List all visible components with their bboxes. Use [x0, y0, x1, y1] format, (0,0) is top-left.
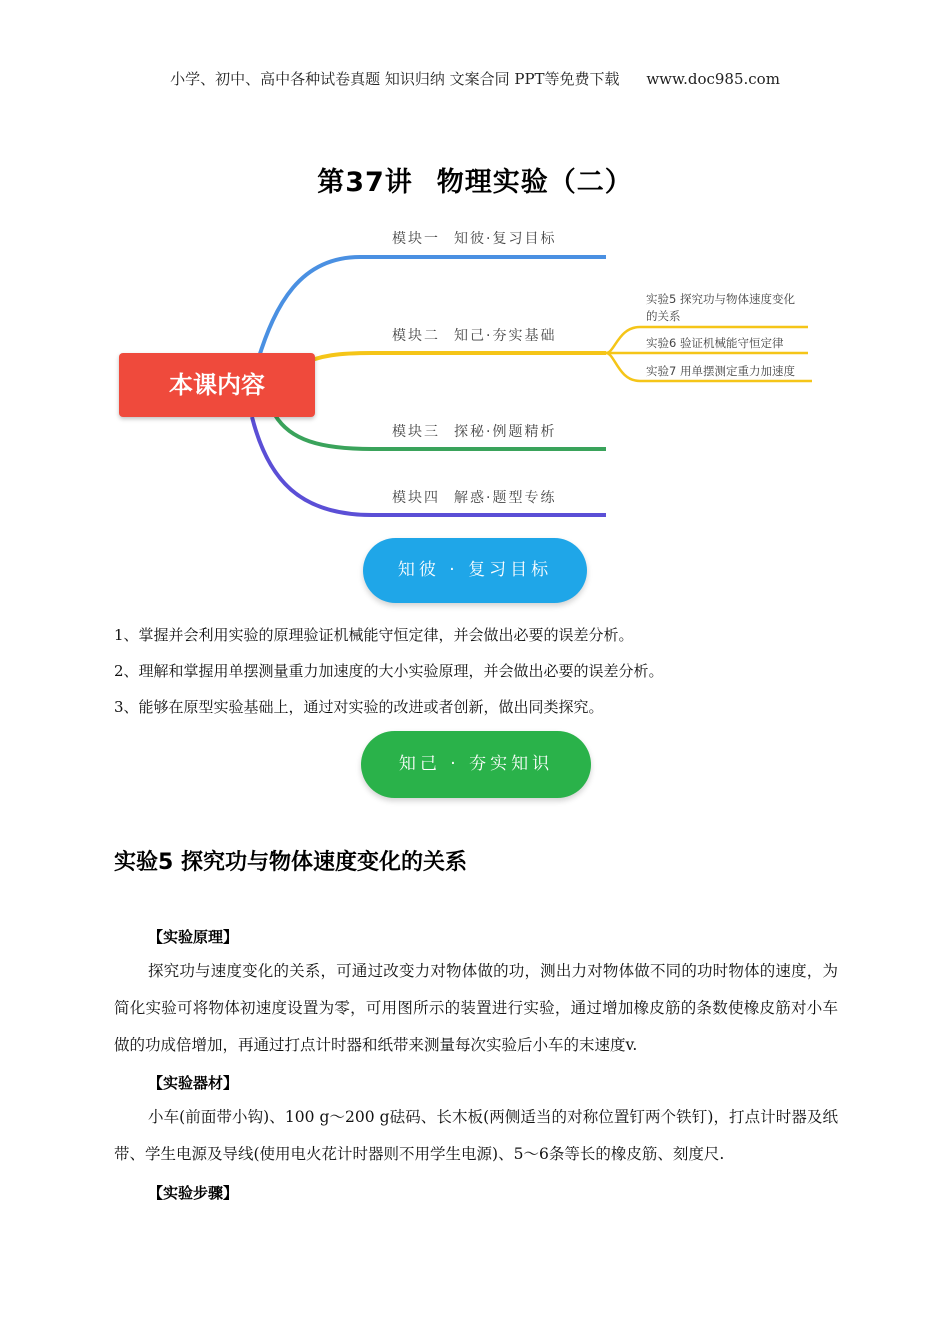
header-site[interactable]: www.doc985.com: [646, 70, 780, 88]
module-4-label: 模块四 解惑·题型专练: [392, 490, 557, 506]
equipment-text: 小车(前面带小钩)、100 g～200 g砝码、长木板(两侧适当的对称位置钉两个铁钉)，打点计时器及纸带、学生电源及导线(使用电火花计时器则不用学生电源)、5～6条等长的橡皮筋、刻度尺.: [114, 1108, 838, 1163]
module-2-label: 模块二 知己·夯实基础: [392, 328, 557, 344]
module-3-label: 模块三 探秘·例题精析: [392, 424, 557, 440]
goal-pill: 知彼 · 复习目标: [363, 538, 587, 603]
goal-item-2: 2、理解和掌握用单摆测量重力加速度的大小实验原理，并会做出必要的误差分析。: [114, 662, 664, 680]
goal-item-1: 1、掌握并会利用实验的原理验证机械能守恒定律，并会做出必要的误差分析。: [114, 626, 634, 644]
section-heading: 实验5 探究功与物体速度变化的关系: [114, 850, 467, 875]
page-header: [0, 68, 950, 89]
equipment-label: 【实验器材】: [148, 1074, 239, 1092]
base-pill: 知己 · 夯实知识: [361, 731, 591, 798]
goal-item-3: 3、能够在原型实验基础上，通过对实验的改进或者创新，做出同类探究。: [114, 698, 604, 716]
mindmap-center: 本课内容: [119, 353, 315, 417]
title-topic: 物理实验（二）: [436, 167, 633, 198]
module-1-label: 模块一 知彼·复习目标: [392, 231, 557, 247]
header-text: 小学、初中、高中各种试卷真题 知识归纳 文案合同 PPT等免费下载: [170, 70, 620, 88]
principle-text: 探究功与速度变化的关系，可通过改变力对物体做的功，测出力对物体做不同的功时物体的速度，为简化实验可将物体初速度设置为零，可用图所示的装置进行实验，通过增加橡皮筋的条数使橡皮筋对小车做的功成倍增加，再通过打点计时器和纸带来测量每次实验后小车的末速度v.: [114, 962, 838, 1054]
branch-module-2: [300, 353, 606, 365]
title-lecture: 第37讲: [317, 167, 413, 198]
sub-item-2: 实验6 验证机械能守恒定律: [646, 336, 784, 350]
page-title: [0, 160, 950, 199]
sub-item-1: 实验5 探究功与物体速度变化的关系: [646, 292, 795, 323]
sub-item-3: 实验7 用单摆测定重力加速度: [646, 364, 795, 378]
principle-label: 【实验原理】: [148, 928, 239, 946]
steps-label: 【实验步骤】: [148, 1184, 239, 1202]
